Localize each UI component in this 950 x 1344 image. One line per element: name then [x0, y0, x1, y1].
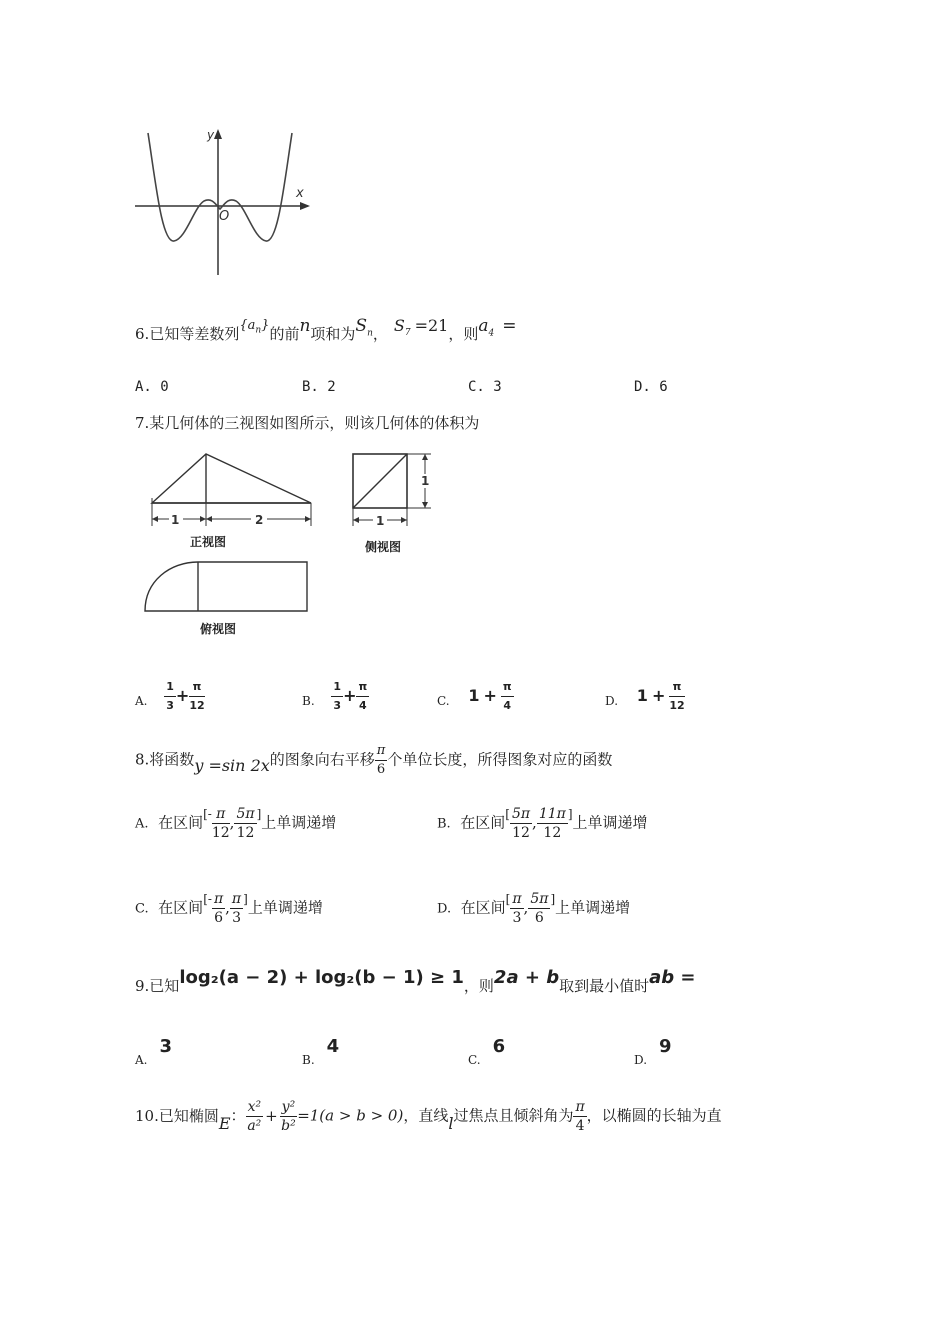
q9-option-d[interactable]: $_{D.}$9 [634, 1036, 672, 1067]
q10-angle: $\frac{\pi}{4}$ [575, 1099, 585, 1134]
q9-expr2: 2a + b [493, 967, 560, 988]
q7-stem: 7.某几何体的三视图如图所示，则该几何体的体积为 [135, 414, 480, 432]
front-view-label: 正视图 [190, 535, 227, 549]
q8-option-a[interactable]: A. 在区间[- $\frac{\pi}{12}$ , $\frac{5\pi}{12}$ ]上单调递增 [135, 806, 337, 841]
q6-option-c[interactable]: C. 3 [468, 379, 502, 395]
q7-option-d[interactable]: $_{D.}$ 1 + $\frac{\pi}{12}$ [605, 678, 685, 715]
front-view [145, 448, 320, 553]
q8-text-1: 8.将函数 [135, 750, 195, 769]
x-axis-arrow [300, 202, 310, 210]
q6-comma: ， [372, 325, 388, 343]
q6-stem [135, 316, 517, 351]
q6-option-b[interactable]: B. 2 [302, 379, 336, 395]
q6-text-4: ，则 [448, 325, 479, 343]
side-view-label: 侧视图 [365, 540, 402, 554]
q9-option-a[interactable]: $_{A.}$3 [135, 1036, 173, 1067]
q7-d-letter: D. [605, 694, 619, 708]
front-dim-2: 2 [255, 513, 264, 527]
q8-text-2: 的图象向右平移 [269, 750, 375, 769]
q9-option-c[interactable]: $_{C.}$6 [468, 1036, 506, 1067]
q9-text-1: 9.已知 [135, 977, 180, 995]
q10-E: E [218, 1113, 231, 1133]
q6-seq: $\{a_n\}$ [239, 318, 270, 336]
q10-text-3: 过焦点且倾斜角为 [453, 1106, 574, 1125]
q7-d-frac: $\frac{\pi}{12}$ [669, 680, 685, 712]
q6-option-d[interactable]: D. 6 [634, 379, 668, 395]
q7-option-b[interactable]: $_{B.}$ $\frac{1}{3}$ + $\frac{\pi}{4}$ [302, 678, 369, 715]
q7-c-letter: C. [437, 694, 450, 708]
q10-cond: =1(a > b > 0) [297, 1106, 404, 1125]
q10-x-frac: $\frac{\text{x²}}{\text{a²}}$ [247, 1099, 262, 1134]
q7-b-frac1: $\frac{1}{3}$ [333, 680, 342, 712]
q7-a-letter: A. [135, 694, 148, 708]
q10-text-2: ，直线 [403, 1106, 449, 1125]
curve [148, 133, 292, 241]
q6-n: n [299, 316, 311, 336]
q8-stem [135, 742, 612, 779]
q7-c-frac: $\frac{\pi}{4}$ [502, 680, 512, 712]
y-label: y [207, 128, 215, 142]
q6-text-1: 已知等差数列 [149, 325, 240, 343]
top-view [140, 556, 315, 616]
side-dim-w: 1 [376, 514, 385, 528]
q9-text-2: ，则 [463, 977, 494, 995]
q6-text-2: 的前 [269, 325, 300, 343]
x-label: x [296, 186, 304, 201]
q6-option-a[interactable]: A. 0 [135, 379, 169, 395]
q10-text-4: ，以椭圆的长轴为直 [586, 1106, 722, 1125]
q9-text-3: 取到最小值时 [559, 977, 650, 995]
q8-func: y =sin 2x [194, 755, 270, 775]
q6-number: 6. [135, 325, 150, 343]
q6-text-3: 项和为 [310, 325, 356, 343]
front-dim-1: 1 [171, 513, 180, 527]
side-view [345, 448, 440, 533]
q8-option-d[interactable]: D. 在区间[ $\frac{\pi}{3}$ , $\frac{5\pi}{6}$ ]上单调递增 [437, 891, 631, 926]
q8-option-c[interactable]: C. 在区间[- $\frac{\pi}{6}$ , $\frac{\pi}{3}$ ]上单调递增 [135, 891, 323, 926]
q6-s7: $S_7 =21$ [393, 316, 449, 339]
q7-b-letter: B. [302, 694, 315, 708]
origin-label: O [219, 209, 230, 224]
q7-a-frac2: $\frac{\pi}{12}$ [189, 680, 205, 712]
q10-y-frac: $\frac{\text{y²}}{\text{b²}}$ [281, 1099, 296, 1134]
q7-option-a[interactable]: $_{A.}$ $\frac{1}{3}$ + $\frac{\pi}{12}$ [135, 678, 205, 715]
q10-text-1: 10.已知椭圆 [135, 1106, 219, 1125]
q6-a4: $a_4$ = [478, 316, 517, 339]
q10-l: l [448, 1113, 454, 1133]
q8-text-3: 个单位长度，所得图象对应的函数 [387, 750, 613, 769]
q8-option-b[interactable]: B. 在区间[ $\frac{5\pi}{12}$ , $\frac{11\pi}{12}$ ]上单调递增 [437, 806, 648, 841]
q6-sn: $S_n$ [355, 316, 373, 339]
q9-expr3: ab = [649, 967, 696, 988]
q9-expr: log₂(a − 2) + log₂(b − 1) ≥ 1 [179, 967, 464, 988]
q10-stem: 10.已知椭圆E： $\frac{\text{x²}}{\text{a²}}$ + $\frac{\text{y²}}{\text{b²}}$ =1(a > b > 0)，直线l过焦点且倾斜角为 $\frac{\pi}{4}$ ，以椭圆的长轴为直 [135, 1099, 722, 1134]
q9-stem [135, 967, 696, 996]
top-view-label: 俯视图 [200, 622, 237, 636]
q8-shift: $\frac{\pi}{6}$ [376, 743, 386, 777]
q7-a-frac1: $\frac{1}{3}$ [166, 680, 174, 712]
side-dim-h: 1 [421, 474, 430, 488]
function-graph [130, 125, 320, 280]
q7-b-frac2: $\frac{\pi}{4}$ [358, 680, 368, 712]
q9-option-b[interactable]: $_{B.}$4 [302, 1036, 340, 1067]
y-axis-arrow [214, 129, 222, 139]
q7-option-c[interactable]: $_{C.}$ 1 + $\frac{\pi}{4}$ [437, 678, 514, 715]
